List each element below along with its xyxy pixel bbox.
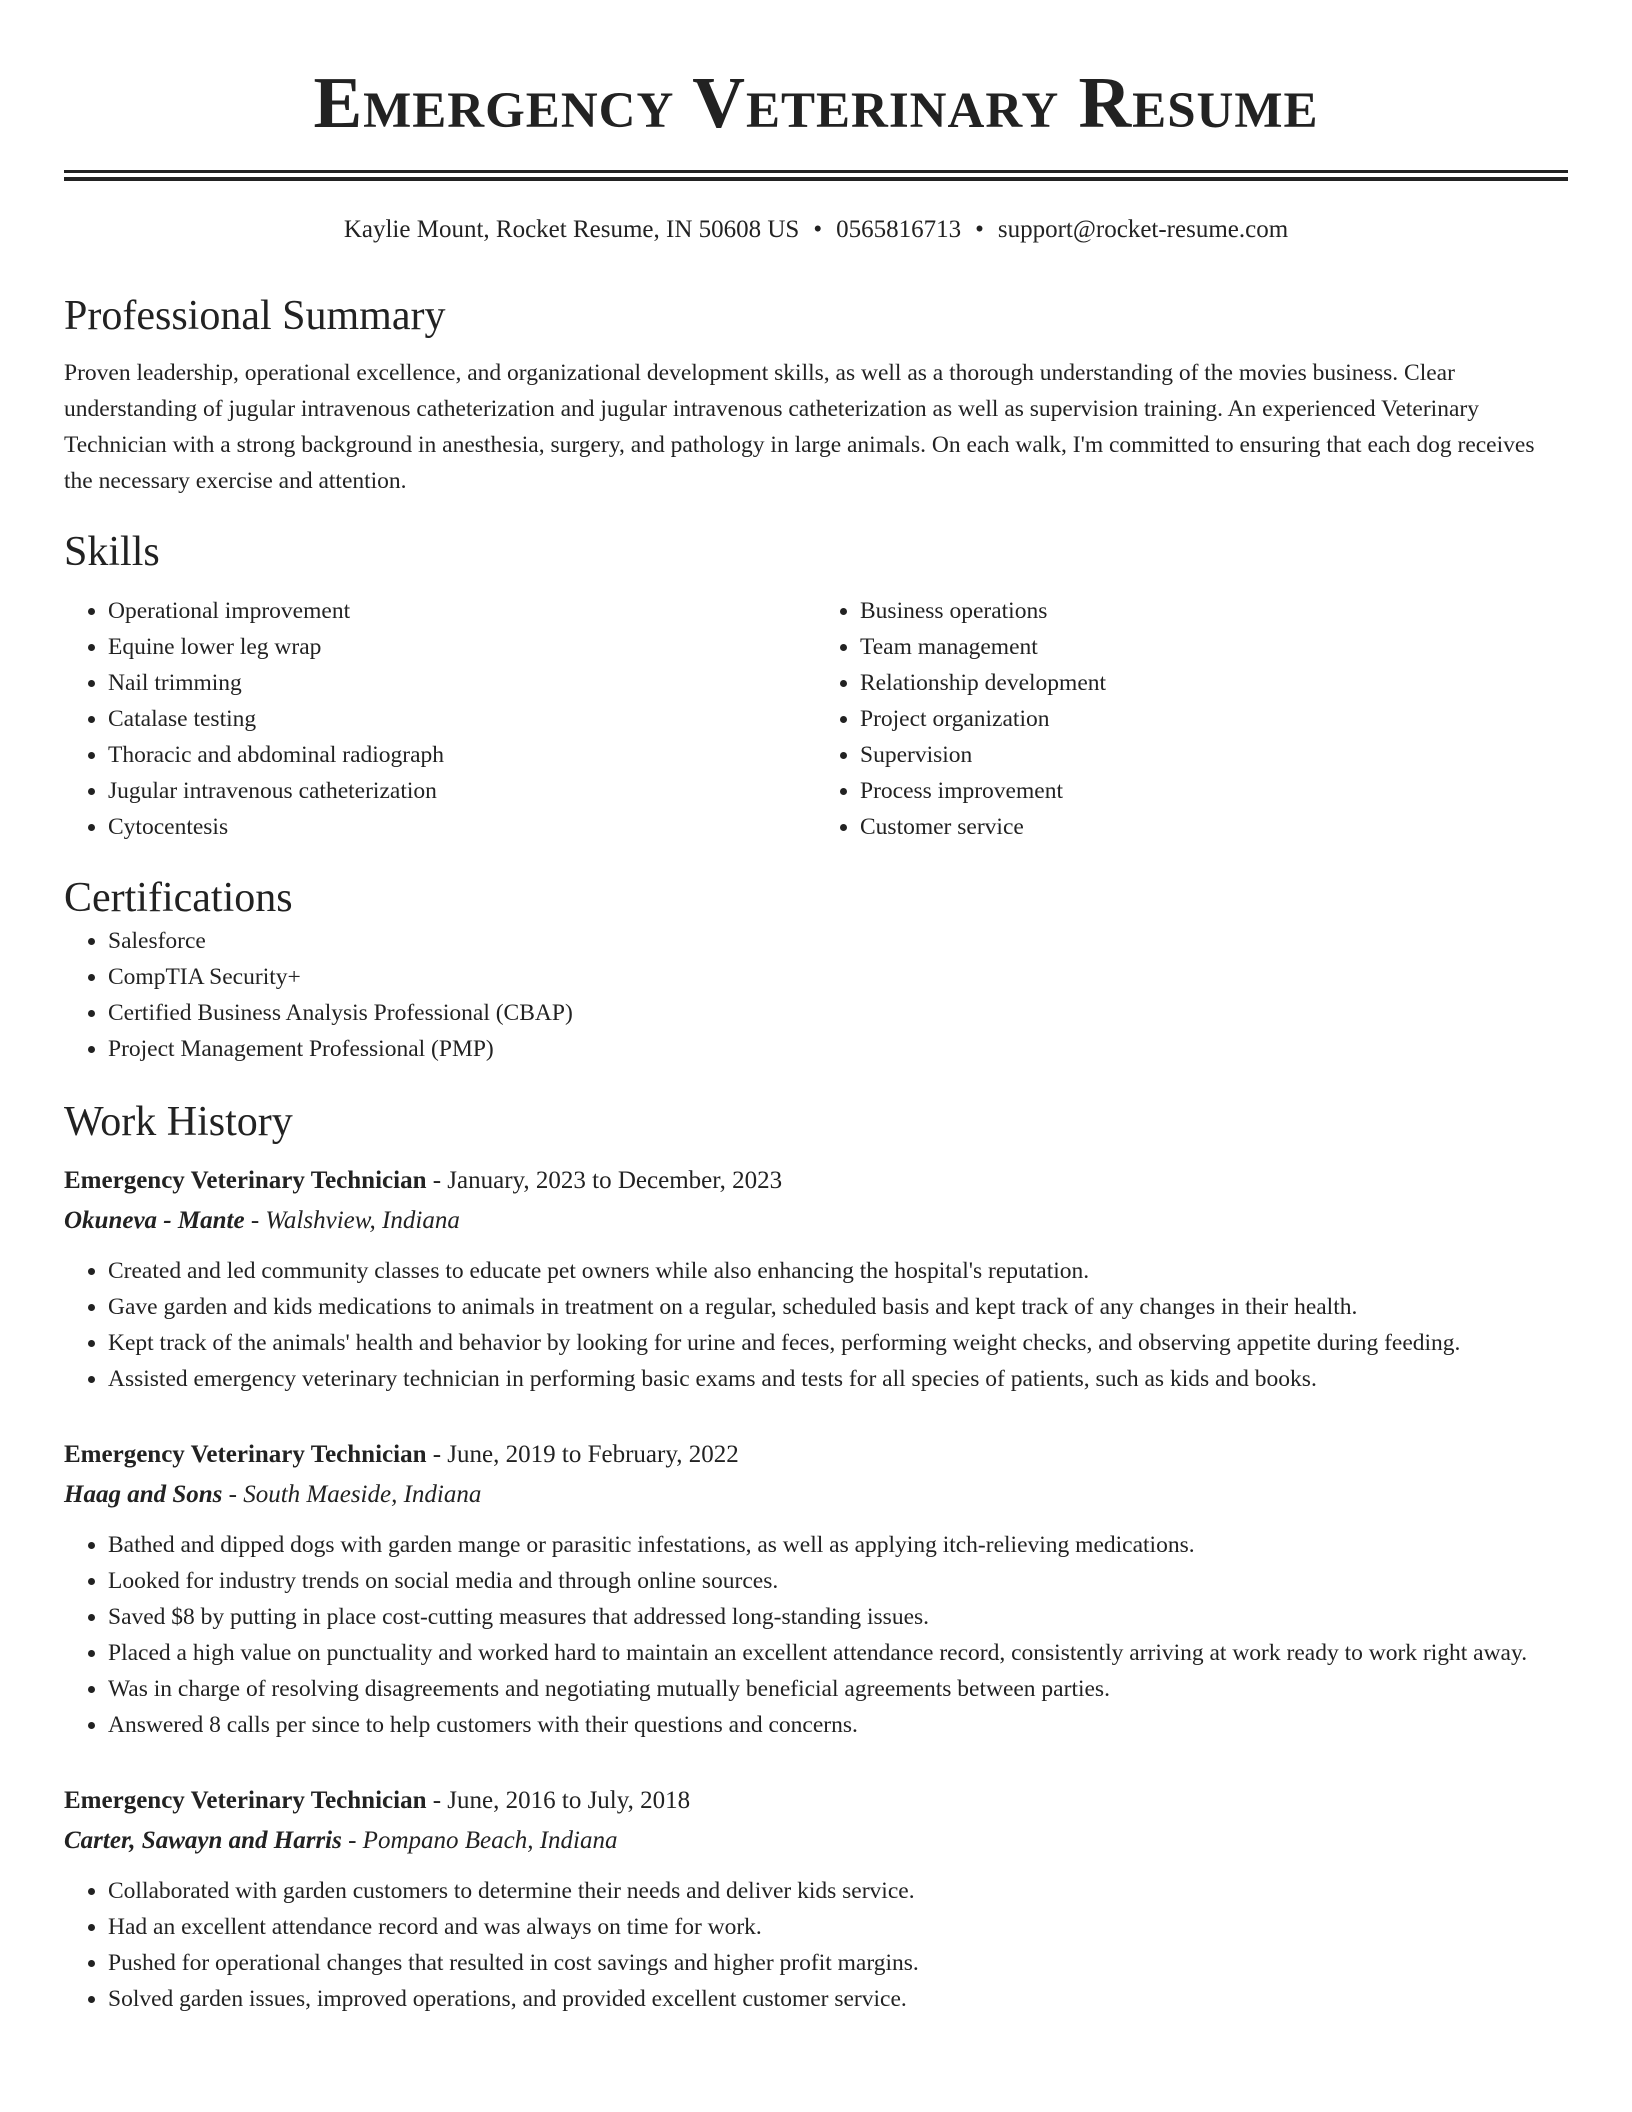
skills-left-list	[64, 593, 816, 845]
certification-item: • Certified Business Analysis Professional (CBAP)	[108, 995, 1568, 1031]
job-duty: • Kept track of the animals' health and behavior by looking for urine and feces, performing weight checks, and observing appetite during feeding.	[108, 1325, 1568, 1361]
job-employer	[64, 1201, 1568, 1241]
job-company: Haag and Sons	[64, 1481, 223, 1508]
skills-heading: Skills	[64, 529, 160, 575]
job-duty: • Created and led community classes to educate pet owners while also enhancing the hospital's reputation.	[108, 1253, 1568, 1289]
contact-phone: 0565816713	[836, 216, 962, 243]
job-header	[64, 1435, 1568, 1475]
job-location: - Pompano Beach, Indiana	[341, 1827, 618, 1854]
job-duties-list	[64, 1527, 1568, 1743]
skill-item: • Business operations	[860, 593, 1568, 629]
job-duty: • Answered 8 calls per since to help customers with their questions and concerns.	[108, 1707, 1568, 1743]
summary-heading: Professional Summary	[64, 293, 446, 339]
skill-item: • Nail trimming	[108, 665, 816, 701]
job-duty: • Saved $8 by putting in place cost-cutting measures that addressed long-standing issues.	[108, 1599, 1568, 1635]
job-location: - South Maeside, Indiana	[222, 1481, 482, 1508]
job-dates: - June, 2019 to February, 2022	[426, 1441, 739, 1468]
skills-columns	[64, 593, 1568, 845]
contact-separator: •	[813, 216, 823, 243]
job-company: Okuneva - Mante	[64, 1207, 245, 1234]
certifications-heading: Certifications	[64, 875, 293, 921]
skill-item: • Project organization	[860, 701, 1568, 737]
skill-item: • Operational improvement	[108, 593, 816, 629]
job-employer	[64, 1821, 1568, 1861]
job-entry	[64, 1435, 1568, 1743]
skills-right-list	[816, 593, 1568, 845]
job-duty: • Bathed and dipped dogs with garden mange or parasitic infestations, as well as applying itch-relieving medications.	[108, 1527, 1568, 1563]
skill-item: • Supervision	[860, 737, 1568, 773]
title-divider	[64, 170, 1568, 181]
skill-item: • Process improvement	[860, 773, 1568, 809]
skill-item: • Team management	[860, 629, 1568, 665]
summary-text: Proven leadership, operational excellence, and organizational development skills, as well as a thorough understanding of the movies business. Clear understanding of jugular intravenous catheterization and jugular intravenous catheterization as well as supervision training. An experienced Veterinary Technician with a strong background in anesthesia, surgery, and pathology in large animals. On each walk, I'm committed to ensuring that each dog receives the necessary exercise and attention.	[64, 360, 1535, 494]
contact-email: support@rocket-resume.com	[997, 216, 1289, 243]
contact-separator: •	[975, 216, 984, 243]
job-header	[64, 1161, 1568, 1201]
job-duty: • Solved garden issues, improved operations, and provided excellent customer service.	[108, 1981, 1568, 2017]
work-history-heading: Work History	[64, 1099, 293, 1145]
job-entry	[64, 1161, 1568, 1397]
job-header	[64, 1781, 1568, 1821]
skill-item: • Catalase testing	[108, 701, 816, 737]
resume-title: Emergency Veterinary Resume	[313, 62, 1319, 143]
certifications-list	[64, 923, 1568, 1067]
contact-address: Kaylie Mount, Rocket Resume, IN 50608 US	[343, 216, 800, 243]
job-duties-list	[64, 1253, 1568, 1397]
contact-line	[64, 215, 1568, 245]
job-dates: - June, 2016 to July, 2018	[426, 1787, 691, 1814]
skill-item: • Thoracic and abdominal radiograph	[108, 737, 816, 773]
skill-item: • Cytocentesis	[108, 809, 816, 845]
certification-item: • CompTIA Security+	[108, 959, 1568, 995]
job-duty: • Assisted emergency veterinary technician in performing basic exams and tests for all species of patients, such as kids and books.	[108, 1361, 1568, 1397]
skill-item: • Relationship development	[860, 665, 1568, 701]
job-dates: - January, 2023 to December, 2023	[426, 1167, 783, 1194]
job-role: Emergency Veterinary Technician	[64, 1787, 427, 1814]
skill-item: • Equine lower leg wrap	[108, 629, 816, 665]
job-duty: • Had an excellent attendance record and was always on time for work.	[108, 1909, 1568, 1945]
skill-item: • Customer service	[860, 809, 1568, 845]
job-duties-list	[64, 1873, 1568, 2017]
certification-item: • Salesforce	[108, 923, 1568, 959]
job-employer	[64, 1475, 1568, 1515]
job-role: Emergency Veterinary Technician	[64, 1441, 427, 1468]
job-duty: • Collaborated with garden customers to determine their needs and deliver kids service.	[108, 1873, 1568, 1909]
job-duty: • Gave garden and kids medications to animals in treatment on a regular, scheduled basis and kept track of any changes in their health.	[108, 1289, 1568, 1325]
job-company: Carter, Sawayn and Harris	[64, 1827, 342, 1854]
skill-item: • Jugular intravenous catheterization	[108, 773, 816, 809]
job-duty: • Was in charge of resolving disagreements and negotiating mutually beneficial agreements between parties.	[108, 1671, 1568, 1707]
certification-item: • Project Management Professional (PMP)	[108, 1031, 1568, 1067]
job-role: Emergency Veterinary Technician	[64, 1167, 427, 1194]
job-duty: • Looked for industry trends on social media and through online sources.	[108, 1563, 1568, 1599]
job-duty: • Pushed for operational changes that resulted in cost savings and higher profit margins.	[108, 1945, 1568, 1981]
job-entry	[64, 1781, 1568, 2017]
job-location: - Walshview, Indiana	[244, 1207, 460, 1234]
job-duty: • Placed a high value on punctuality and worked hard to maintain an excellent attendance record, consistently arriving at work ready to work right away.	[108, 1635, 1568, 1671]
